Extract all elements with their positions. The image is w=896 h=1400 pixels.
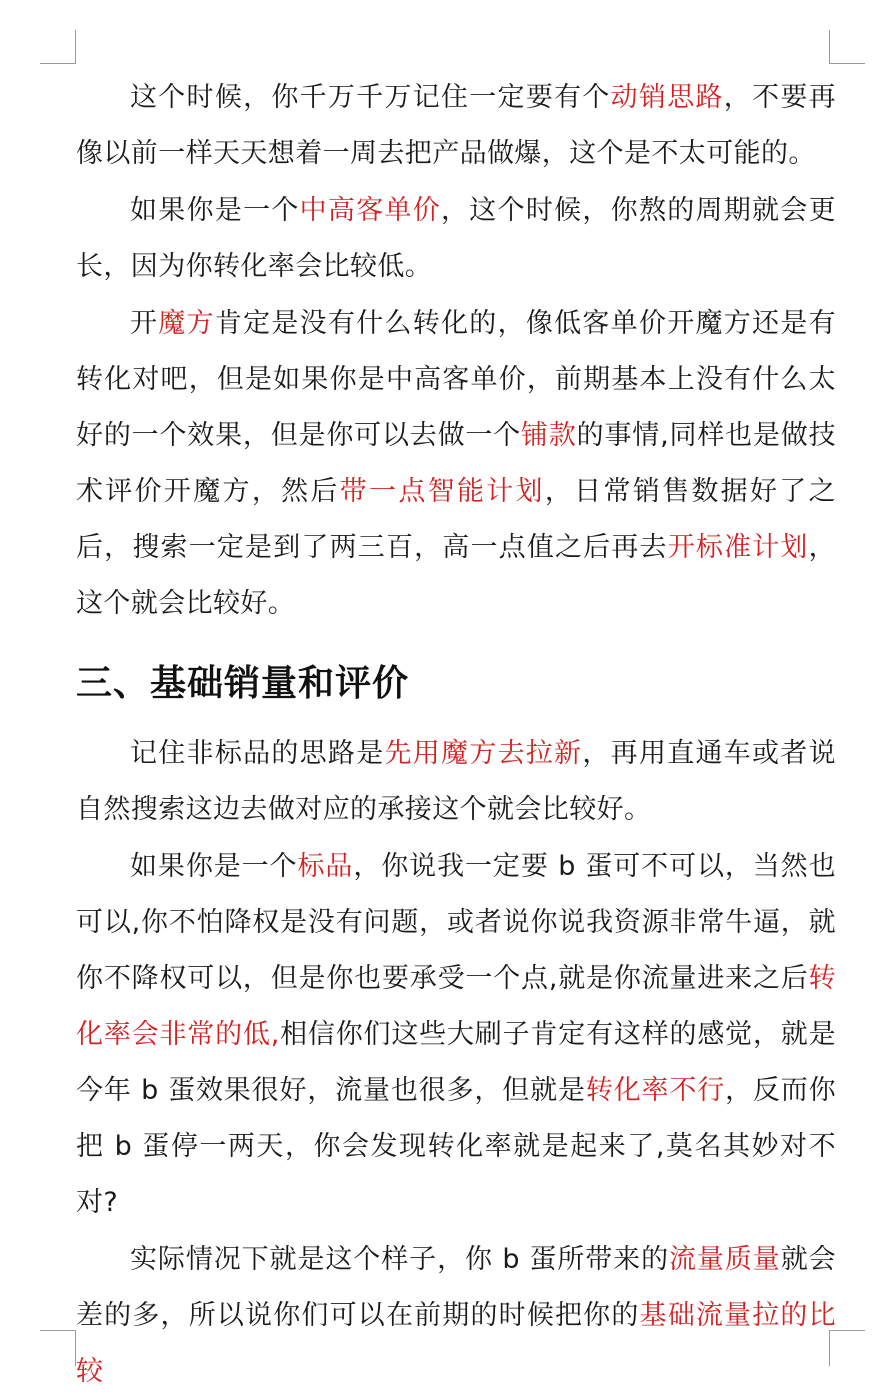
text-run: ，这个就会比较好。 (76, 532, 837, 619)
text-run: ，这个时候，你熬的周期就会更长，因为你转化率会比较低。 (76, 195, 836, 282)
text-run: 开 (130, 308, 159, 339)
paragraph (76, 70, 836, 182)
highlighted-text: 铺款 (521, 420, 577, 451)
bottom-paragraphs (76, 726, 836, 1400)
highlighted-text: 标品 (297, 851, 354, 882)
text-run: ，你说我一定要 b 蛋可不可以，当然也可以,你不怕降权是没有问题，或者说你说我资源非常牛逼，就你不降权可以，但是你也要承受一个点,就是你流量进来之后 (76, 851, 837, 994)
crop-mark-top-left-h (40, 63, 76, 64)
highlighted-text: 中高客单价 (299, 195, 442, 226)
crop-mark-bottom-left-h (40, 1330, 76, 1331)
paragraph (76, 1232, 836, 1400)
top-paragraphs (76, 70, 836, 632)
text-run: 记住非标品的思路是 (130, 738, 385, 769)
highlighted-text: 流量质量 (669, 1244, 781, 1275)
text-run: 相信你们这些大刷子肯定有这样的感觉，就是今年 b 蛋效果很好，流量也很多，但就是 (76, 1019, 836, 1106)
highlighted-text: 开标准计划 (667, 532, 809, 563)
text-run: ，反而你把 b 蛋停一两天，你会发现转化率就是起来了,莫名其妙对不对? (76, 1075, 837, 1218)
text-run: ，不要再像以前一样天天想着一周去把产品做爆，这个是不太可能的。 (76, 82, 836, 169)
highlighted-text: 转化率不行 (585, 1075, 726, 1106)
text-run: ，日常销售数据好了之后，搜索一定是到了两三百，高一点值之后再去 (76, 476, 836, 563)
text-run: 这个时候，你千万千万记住一定要有个 (130, 82, 611, 113)
text-run: 如果你是一个 (130, 195, 300, 226)
highlighted-text: 先用魔方去拉新 (384, 738, 583, 769)
highlighted-text: 基础流量拉的比较 (76, 1300, 836, 1387)
text-run: 的事情,同样也是做技术评价开魔方，然后 (76, 420, 836, 507)
text-run: 实际情况下就是这个样子，你 b 蛋所带来的 (130, 1244, 670, 1275)
crop-mark-top-right-v (829, 30, 830, 64)
text-run: 如果你是一个 (130, 851, 298, 882)
highlighted-text: 魔方 (158, 308, 215, 339)
highlighted-text: 动销思路 (610, 82, 724, 113)
crop-mark-top-left-v (75, 30, 76, 64)
paragraph (76, 839, 836, 1231)
text-run: 就会差的多，所以说你们可以在前期的时候把你的 (76, 1244, 837, 1331)
paragraph (76, 183, 836, 295)
text-run: ，再用直通车或者说自然搜索这边去做对应的承接这个就会比较好。 (76, 738, 836, 825)
crop-mark-top-right-h (829, 63, 865, 64)
section-heading: 三、基础销量和评价 (76, 663, 410, 704)
paragraph (76, 726, 836, 838)
text-run: 肯定是没有什么转化的，像低客单价开魔方还是有转化对吧，但是如果你是中高客单价，前期基本上没有什么太好的一个效果，但是你可以去做一个 (76, 308, 836, 451)
paragraph (76, 296, 836, 632)
highlighted-text: 带一点智能计划 (339, 476, 545, 507)
document-page (76, 70, 836, 1400)
highlighted-text: 转化率会非常的低, (76, 963, 836, 1050)
